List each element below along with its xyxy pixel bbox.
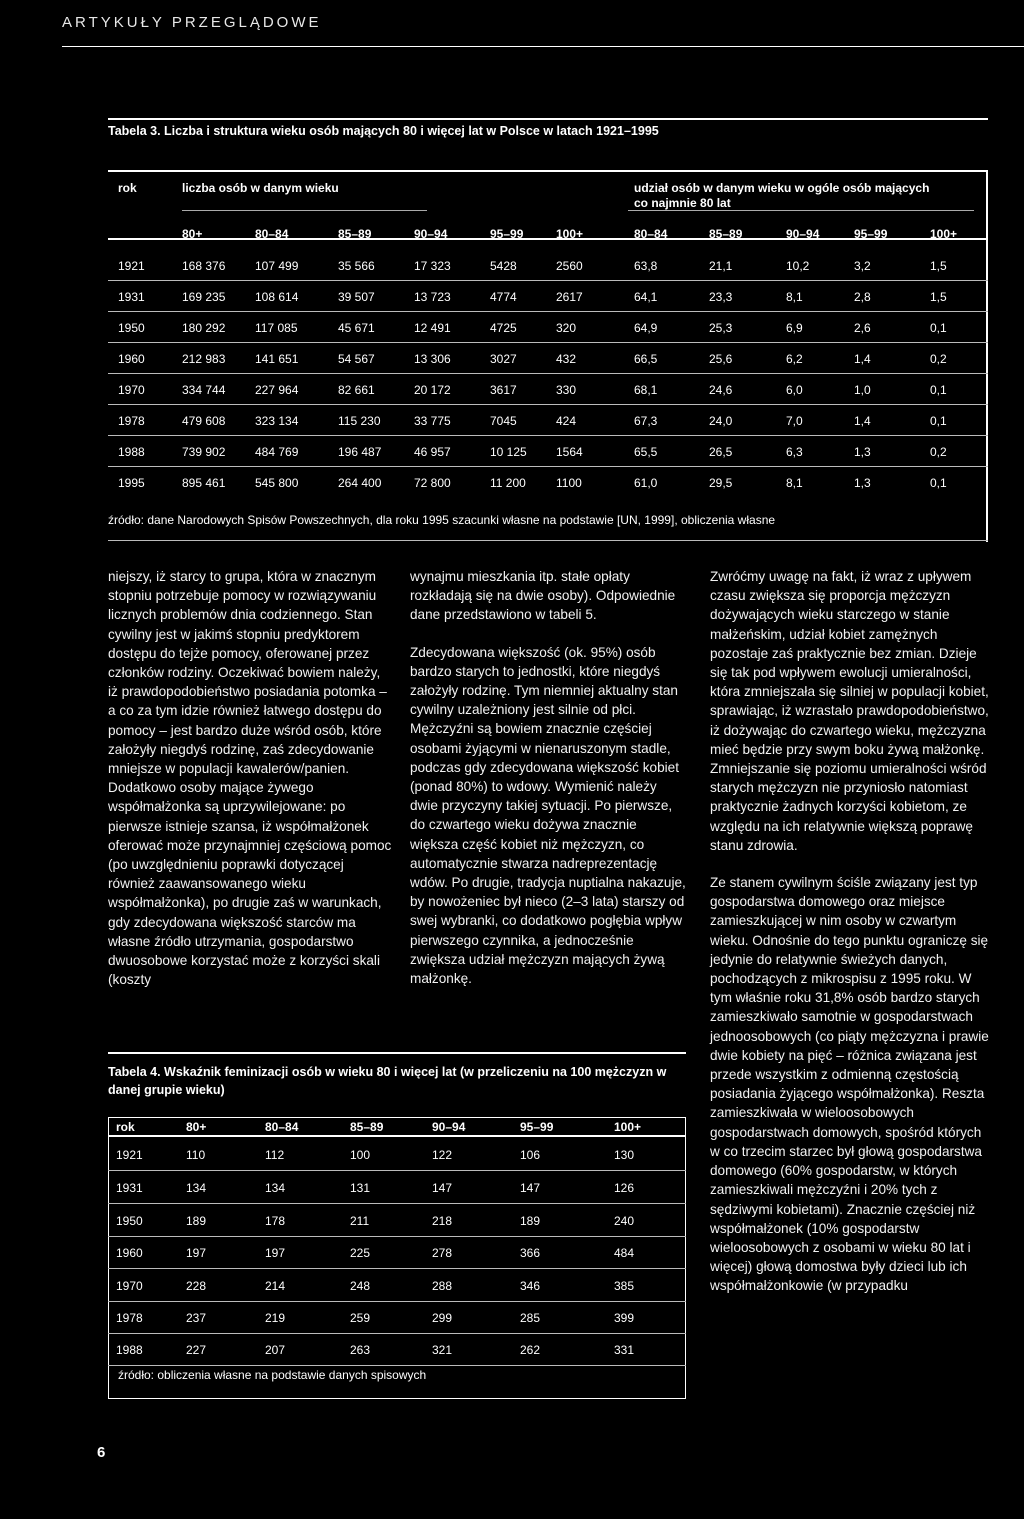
table3-cell: 24,6 [709,383,733,397]
table3-cell: 29,5 [709,476,733,490]
table4-cell: 219 [265,1311,286,1325]
col2-paragraph-1: wynajmu mieszkania itp. stałe opłaty rozkładają się na dwie osoby). Odpowiednie dane przedstawiono w tabeli 5. [410,569,676,623]
table4-cell: 331 [614,1343,635,1357]
table4-cell: 134 [265,1181,286,1195]
col3-paragraph-2: Ze stanem cywilnym ściśle związany jest typ gospodarstwa domowego oraz miejsce zamieszkującej w nim osoby w czwartym wieku. Odnośnie do tego punktu ograniczę się jedynie do relatywnie świeżych danych, pochodzących z mikrospisu z 1995 roku. W tym właśnie roku 31,8% osób bardzo starych zamieszkiwało samotnie w gospodarstwach jednoosobowych (co piąty mężczyzna i prawie dwie kobiety na pięć – różnica związana jest przede wszystkim z odmienną częstością posiadania żyjącego współmałżonka). Reszta zamieszkiwała w wieloosobowych gospodarstwach domowych, spośród których w co trzecim starzec był głową gospodarstwa domowego (60% gospodarstw, w których zamieszkiwali mężczyźni i 20% tych z sędziwymi kobietami). Znacznie częściej niż współmałżonek (10% gospodarstw wieloosobowych z osobami w wieku 80 lat i więcej) głową domostwa były dzieci lub ich współmałżonkowie (w przypadku [710,875,989,1294]
table4-cell: 147 [520,1181,541,1195]
table3-cell: 180 292 [182,321,226,335]
table3-cell: 23,3 [709,290,733,304]
table3-year-cell: 1978 [118,414,145,428]
table3-cell: 6,0 [786,383,803,397]
table3-source: źródło: dane Narodowych Spisów Powszechnych, dla roku 1995 szacunki własne na podstawie [UN, 1999], obliczenia własne [108,513,776,527]
table3-cell: 3,2 [854,259,871,273]
table4-row-separator [108,1268,686,1269]
table3-cell: 264 400 [338,476,382,490]
table3-cell: 35 566 [338,259,375,273]
table4-cell: 285 [520,1311,541,1325]
table3-year-cell: 1988 [118,445,145,459]
table4-header-cell: 100+ [614,1120,642,1134]
table4-cell: 278 [432,1246,453,1260]
table3-cell: 484 769 [255,445,299,459]
table4-cell: 189 [520,1214,541,1228]
table3-cell: 65,5 [634,445,658,459]
table3-row-separator [108,435,988,436]
table3-cell: 17 323 [414,259,451,273]
table4-cell: 211 [350,1214,370,1228]
table4-header-cell: 95–99 [520,1120,554,1134]
col1-paragraph-1: niejszy, iż starcy to grupa, która w znacznym stopniu potrzebuje pomocy w rozwiązywaniu licznych problemów dnia codziennego. Stan cywilny jest w jakimś stopniu predyktorem dostępu do tejże pomocy, oferowanej przez członków rodziny. Oczekiwać bowiem należy, iż prawdopodobieństwo posiadania potomka – a co za tym idzie również łatwego dostępu do pomocy – jest bardzo duże wśród osób, które założyły niegdyś rodzinę, zaś zdecydowanie mniejsze w populacji kawalerów/panien. Dodatkowo osoby mające żywego współmałżonka są uprzywilejowane: po pierwsze istnieje szansa, iż współmałżonek oferować może przynajmniej częściową pomoc (po uwzględnieniu poprawki dotyczącej również zaawansowanego wieku współmałżonka), po drugie zaś w warunkach, gdy zdecydowana większość starców ma własne źródło utrzymania, gospodarstwo dwuosobowe korzystać może z korzyści skali (koszty [108,569,392,988]
table4-cell: 189 [186,1214,207,1228]
table4-header-cell: 80+ [186,1120,207,1134]
header-rule [62,46,1024,47]
table3-cell: 1,0 [854,383,871,397]
table4-cell: 134 [186,1181,207,1195]
table3-cell: 25,6 [709,352,733,366]
table3-cell: 2560 [556,259,583,273]
table4-year-cell: 1970 [116,1279,143,1293]
table3-row-separator [108,342,988,343]
section-header: ARTYKUŁY PRZEGLĄDOWE [62,14,322,31]
text-column-2 [410,567,688,988]
table3-cell: 61,0 [634,476,658,490]
table3-cell: 115 230 [338,414,381,428]
table3-header-count: liczba osób w danym wieku [182,181,339,195]
table3-row-separator [108,466,988,467]
table4-cell: 237 [186,1311,207,1325]
table4-cell: 385 [614,1279,635,1293]
table3-cell: 7,0 [786,414,803,428]
table3-cell: 107 499 [255,259,299,273]
table3-subheader: 85–89 [338,227,372,241]
table3-subheader: 95–99 [854,227,888,241]
table3-top-rule [108,118,988,120]
table4-row-separator [108,1170,686,1171]
page-number: 6 [97,1444,106,1461]
table4-cell: 227 [186,1343,207,1357]
table3-header-share-2: co najmnie 80 lat [634,196,731,210]
table3-group1-rule [182,210,427,211]
table3-cell: 227 964 [255,383,299,397]
table3-cell: 117 085 [255,321,298,335]
table3-cell: 45 671 [338,321,375,335]
table4-cell: 197 [186,1246,207,1260]
table3-cell: 13 306 [414,352,451,366]
table4-cell: 288 [432,1279,453,1293]
table3-cell: 8,1 [786,290,803,304]
table3-group2-rule [628,210,974,211]
table3-cell: 2617 [556,290,583,304]
table3-cell: 1564 [556,445,583,459]
table3-cell: 64,9 [634,321,658,335]
table4-cell: 147 [432,1181,453,1195]
table3-subheader: 95–99 [490,227,524,241]
table3-subheader: 100+ [930,227,958,241]
table3-cell: 320 [556,321,577,335]
table3-cell: 63,8 [634,259,658,273]
table3-subheader: 85–89 [709,227,743,241]
table3-cell: 6,3 [786,445,803,459]
table4-row-separator [108,1365,686,1366]
table3-cell: 33 775 [414,414,451,428]
table3-cell: 108 614 [255,290,299,304]
table3-row-separator [108,280,988,281]
table3-subheader: 90–94 [414,227,448,241]
table3-subheader: 90–94 [786,227,820,241]
table4-header-cell: rok [116,1120,135,1134]
table3-cell: 2,6 [854,321,871,335]
table3-cell: 432 [556,352,577,366]
table3-cell: 24,0 [709,414,733,428]
table3-row-separator [108,373,988,374]
table4-cell: 100 [350,1148,371,1162]
table4-year-cell: 1931 [116,1181,143,1195]
table3-cell: 21,1 [709,259,733,273]
table3-cell: 4774 [490,290,517,304]
table3-title: Tabela 3. Liczba i struktura wieku osób mających 80 i więcej lat w Polsce w latach 1921–1995 [108,124,659,138]
table3-cell: 1,3 [854,445,871,459]
table3-cell: 168 376 [182,259,226,273]
table3-cell: 10 125 [490,445,527,459]
table4-header-cell: 90–94 [432,1120,466,1134]
table3-cell: 26,5 [709,445,733,459]
table4-row-separator [108,1236,686,1237]
table3-year-cell: 1921 [118,259,145,273]
table3-cell: 2,8 [854,290,871,304]
table3-cell: 0,2 [930,445,947,459]
table4-cell: 178 [265,1214,286,1228]
table3-cell: 4725 [490,321,517,335]
table3-cell: 0,1 [930,414,947,428]
table4-header-cell: 80–84 [265,1120,299,1134]
table3-cell: 739 902 [182,445,226,459]
table4-title: Tabela 4. Wskaźnik feminizacji osób w wieku 80 i więcej lat (w przeliczeniu na 100 mężczyzn w danej grupie wieku) [108,1065,667,1097]
table3-cell: 479 608 [182,414,226,428]
table3-right-border [986,170,988,542]
table4-cell: 263 [350,1343,371,1357]
table3-cell: 1,3 [854,476,871,490]
table4-row-separator [108,1333,686,1334]
table3-cell: 46 957 [414,445,451,459]
table3-cell: 82 661 [338,383,375,397]
table3-cell: 330 [556,383,577,397]
table3-year-cell: 1931 [118,290,145,304]
table4-cell: 248 [350,1279,371,1293]
text-column-3 [710,567,992,1296]
table3-cell: 895 461 [182,476,226,490]
table3-year-cell: 1970 [118,383,145,397]
table3-cell: 1,4 [854,414,871,428]
table3-cell: 64,1 [634,290,658,304]
table4-cell: 346 [520,1279,541,1293]
table3-subheader: 80+ [182,227,203,241]
table4-cell: 130 [614,1148,635,1162]
table4-cell: 122 [432,1148,453,1162]
table3-cell: 66,5 [634,352,658,366]
table3-cell: 3617 [490,383,517,397]
table3-cell: 10,2 [786,259,810,273]
table3-cell: 54 567 [338,352,375,366]
table3-row-separator [108,311,988,312]
table4-year-cell: 1960 [116,1246,143,1260]
table3-cell: 0,1 [930,476,947,490]
table3-subheader: 80–84 [255,227,289,241]
table3-cell: 141 651 [255,352,299,366]
table3-cell: 0,1 [930,321,947,335]
table4-cell: 131 [350,1181,371,1195]
table4-cell: 225 [350,1246,371,1260]
table3-cell: 1,5 [930,290,947,304]
table3-cell: 1100 [556,476,582,490]
table4-year-cell: 1950 [116,1214,143,1228]
table4-row-separator [108,1301,686,1302]
table3-cell: 424 [556,414,577,428]
table4-cell: 218 [432,1214,453,1228]
table3-cell: 39 507 [338,290,375,304]
table3-cell: 1,5 [930,259,947,273]
table4-cell: 240 [614,1214,635,1228]
table3-cell: 323 134 [255,414,299,428]
table4-year-cell: 1988 [116,1343,143,1357]
table4-cell: 197 [265,1246,286,1260]
table3-cell: 20 172 [414,383,451,397]
table3-year-cell: 1960 [118,352,145,366]
table3-header-rok: rok [118,181,137,195]
table3-cell: 68,1 [634,383,658,397]
table3-cell: 25,3 [709,321,733,335]
table3-cell: 6,2 [786,352,803,366]
table3-cell: 212 983 [182,352,226,366]
table3-cell: 196 487 [338,445,382,459]
table4-cell: 214 [265,1279,286,1293]
table3-cell: 1,4 [854,352,871,366]
table3-cell: 67,3 [634,414,658,428]
table4-cell: 207 [265,1343,286,1357]
table4-row-separator [108,1203,686,1204]
table4-year-cell: 1978 [116,1311,143,1325]
table4-cell: 262 [520,1343,541,1357]
table4-cell: 399 [614,1311,635,1325]
table3-cell: 0,2 [930,352,947,366]
table3-cell: 7045 [490,414,517,428]
table3-cell: 3027 [490,352,517,366]
table3-cell: 13 723 [414,290,451,304]
table3-row-separator [108,404,988,405]
table4-cell: 126 [614,1181,635,1195]
table3-year-cell: 1995 [118,476,145,490]
table3-cell: 8,1 [786,476,803,490]
col3-paragraph-1: Zwróćmy uwagę na fakt, iż wraz z upływem czasu zwiększa się proporcja mężczyzn dożywających wieku starczego w stanie małżeńskim, udział kobiet zamężnych pozostaje zaś praktycznie bez zmian. Dzieje się tak pod wpływem ewolucji umieralności, która zmniejszała się silniej w populacji kobiet, sprawiając, iż wzrastało prawdopodobieństwo, iż dożywając do czwartego wieku, mężczyzna mieć będzie przy swym boku żywą małżonkę. Zmniejszanie się poziomu umieralności wśród starych mężczyzn nie przyniosło natomiast praktycznie żadnych korzyści kobietom, ze względu na ich relatywnie większą poprawę stanu zdrowia. [710,569,989,853]
table4-cell: 228 [186,1279,207,1293]
table4-header-cell: 85–89 [350,1120,384,1134]
text-column-1 [108,567,393,989]
table3-cell: 12 491 [414,321,451,335]
col2-paragraph-2: Zdecydowana większość (ok. 95%) osób bardzo starych to jednostki, które niegdyś założyły rodzinę. Tym niemniej aktualny stan cywilny uzależniony jest silnie od płci. Mężczyźni są bowiem znacznie częściej osobami żyjącymi w nienaruszonym stadle, podczas gdy zdecydowana większość kobiet (ponad 80%) to wdowy. Wymienić należy dwie przyczyny takiej sytuacji. Po pierwsze, do czwartego wieku dożywa znacznie większa część kobiet niż mężczyzn, co automatycznie stwarza nadreprezentację wdów. Po drugie, tradycja nuptialna nakazuje, by nowożeniec był nieco (2–3 lata) starszy od swej wybranki, co dodatkowo pogłębia wpływ pierwszego czynnika, a jednocześnie zwiększa udział mężczyzn mających żywą małżonkę. [410,644,686,987]
table4-cell: 366 [520,1246,541,1260]
table4-cell: 299 [432,1311,453,1325]
table3-subheader: 80–84 [634,227,668,241]
table3-cell: 545 800 [255,476,299,490]
table3-cell: 0,1 [930,383,947,397]
table3-cell: 5428 [490,259,517,273]
table3-bottom-rule [108,540,988,541]
table4-source: źródło: obliczenia własne na podstawie danych spisowych [118,1368,427,1382]
table4-top-rule [108,1052,686,1054]
table3-header-share-1: udział osób w danym wieku w ogóle osób mających [634,181,930,195]
table4-cell: 321 [432,1343,453,1357]
table4-cell: 110 [186,1148,206,1162]
table4-cell: 112 [265,1148,285,1162]
table4-cell: 106 [520,1148,541,1162]
table3-cell: 11 200 [490,476,526,490]
table4-cell: 484 [614,1246,635,1260]
table3-subheader: 100+ [556,227,584,241]
table3-cell: 6,9 [786,321,803,335]
table3-year-cell: 1950 [118,321,145,335]
table3-cell: 169 235 [182,290,226,304]
table3-cell: 72 800 [414,476,451,490]
table4-cell: 259 [350,1311,371,1325]
table4-year-cell: 1921 [116,1148,143,1162]
table3-cell: 334 744 [182,383,226,397]
